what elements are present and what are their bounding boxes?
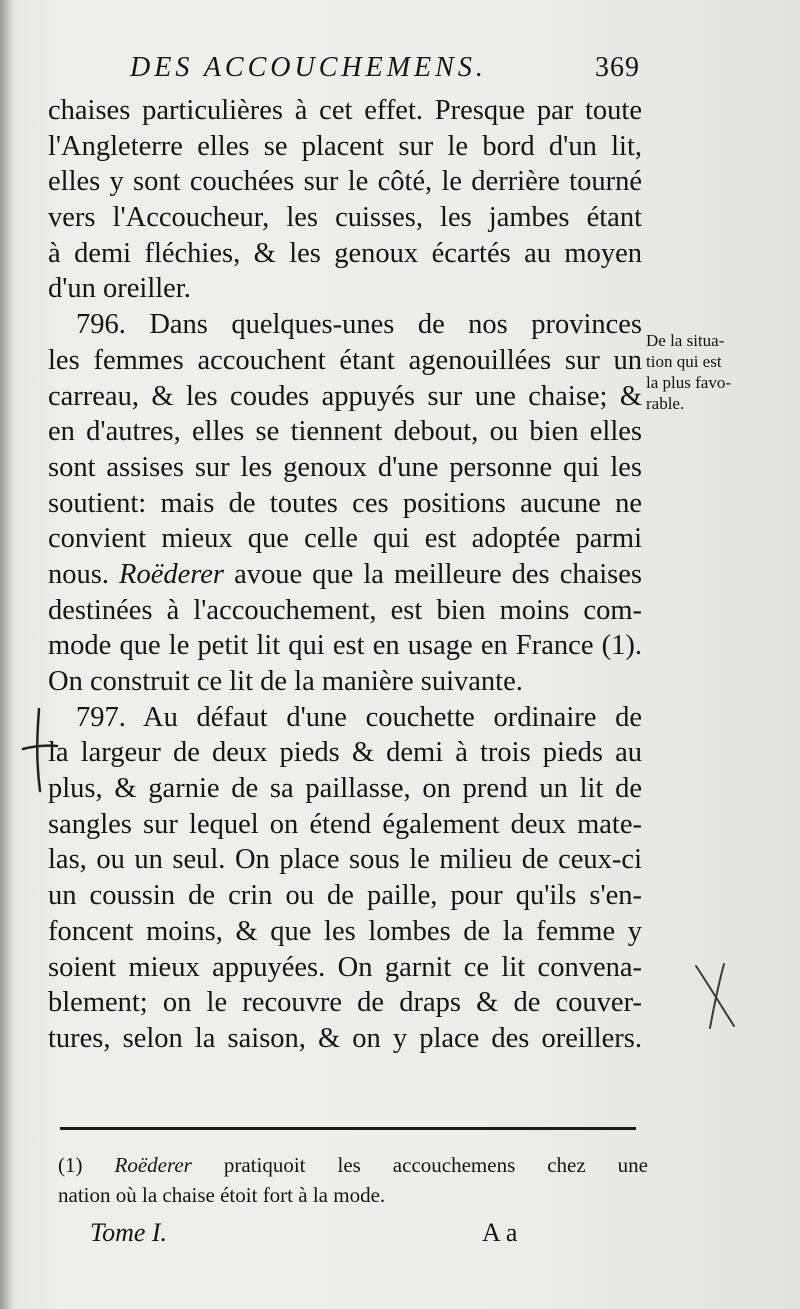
main-text [48,93,642,1057]
text-line: l'Angleterre elles se placent sur le bord d'un lit, [48,130,642,162]
text-line: sangles sur lequel on étend également deux mate- [48,808,642,840]
text-line: tures, selon la saison, & on y place des oreillers. [48,1022,642,1054]
text-line-roederer [48,557,642,593]
text-line: soutient: mais de toutes ces positions aucune ne [48,487,642,519]
text-line: blement; on le recouvre de draps & de couver- [48,987,642,1019]
text-line: sont assises sur les genoux d'une personne qui les [48,451,642,483]
footnote [58,1150,648,1210]
text-line: destinées à l'accouchement, est bien moins com- [48,594,642,626]
text-line: carreau, & les coudes appuyés sur une chaise; & [48,380,642,412]
text-line: mode que le petit lit qui est en usage en France (1). [48,630,642,662]
text-line: la largeur de deux pieds & demi à trois pieds au [48,737,642,769]
text-line: d'un oreiller. [48,273,191,305]
footnote-author: Roëderer [114,1153,192,1177]
footnote-line: nation où la chaise étoit fort à la mode. [58,1183,386,1207]
text-line: chaises particulières à cet effet. Presque par toute [48,95,642,126]
line-rest: avoue que la meilleure des chaises [224,558,643,590]
footnote-text: pratiquoit les accouchemens chez une [191,1153,649,1177]
footnote-marker: (1) [58,1153,83,1177]
text-line: un coussin de crin ou de paille, pour qu'ils s'en- [48,880,642,912]
text-line: soient mieux appuyées. On garnit ce lit convena- [48,951,642,983]
footnote-rule [60,1127,636,1130]
text-line: On construit ce lit de la manière suivante. [48,666,523,697]
pencil-cross-mark-icon [20,705,60,795]
running-header [130,52,640,92]
text-line: elles y sont couchées sur le côté, le derrière tourné [48,166,642,198]
footnote-line [58,1150,648,1180]
text-line: las, ou un seul. On place sous le milieu de ceux-ci [48,844,642,876]
margin-note-line: tion qui est [646,352,722,371]
text-line: à demi fléchies, & les genoux écartés au moyen [48,237,642,269]
author-name: Roëderer [119,558,225,590]
page-number: 369 [595,52,640,83]
text-line: foncent moins, & que les lombes de la femme y [48,915,642,947]
paragraph-796-start: 796. Dans quelques-unes de nos provinces [76,309,642,341]
margin-note-line: la plus favo- [646,373,731,392]
paragraph-797-start: 797. Au défaut d'une couchette ordinaire de [76,701,642,733]
text-line: les femmes accouchent étant agenouillées sur un [48,344,642,376]
margin-note [646,330,764,414]
text-line: convient mieux que celle qui est adoptée parmi [48,523,642,555]
pencil-x-mark-icon [688,960,744,1032]
margin-note-line: De la situa- [646,331,725,350]
running-title: DES ACCOUCHEMENS. [130,52,487,83]
margin-note-line: rable. [646,394,685,413]
text-line: vers l'Accoucheur, les cuisses, les jambes étant [48,202,642,234]
text-line: plus, & garnie de sa paillasse, on prend un lit de [48,773,642,805]
signature-mark: A a [482,1218,518,1247]
line-start: nous. [48,558,109,590]
volume-label: Tome I. [90,1218,168,1247]
text-line: en d'autres, elles se tiennent debout, ou bien elles [48,416,642,448]
page-footer [90,1218,530,1254]
